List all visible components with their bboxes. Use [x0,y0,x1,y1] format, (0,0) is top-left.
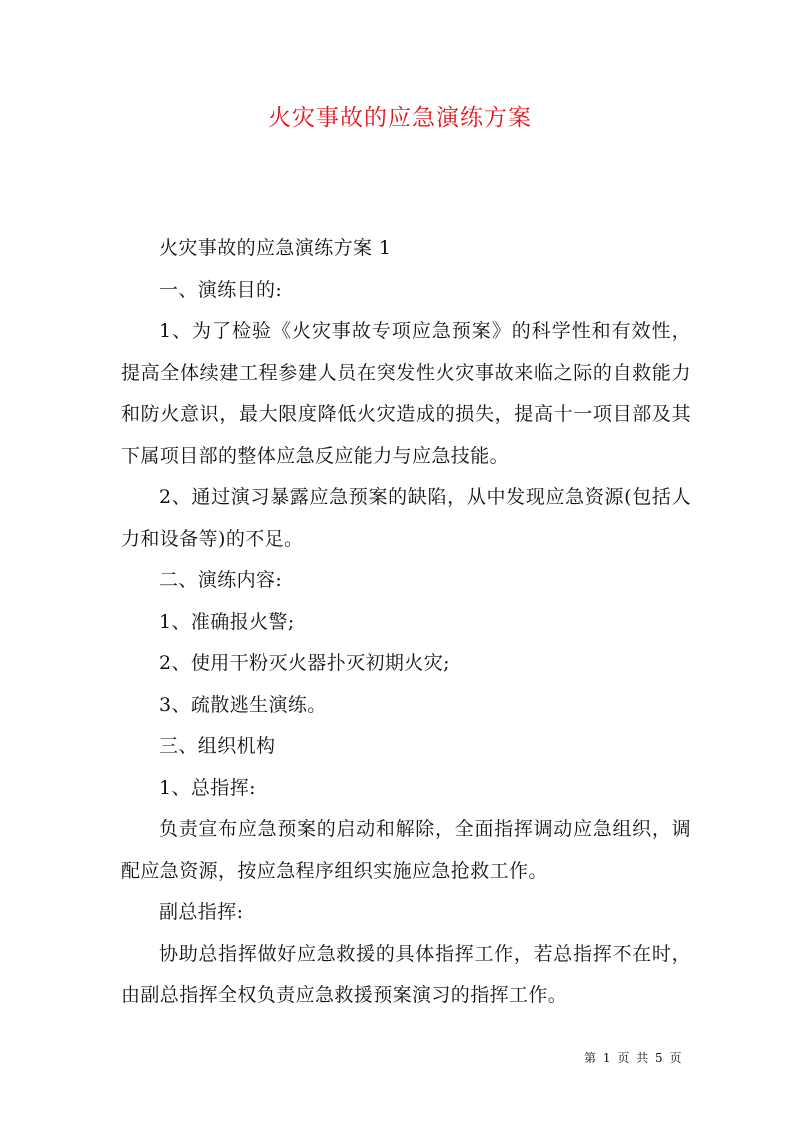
section-heading-content: 二、演练内容: [159,569,283,591]
subheading-deputy-commander: 副总指挥: [159,901,244,923]
list-item-extinguisher: 2、使用干粉灭火器扑灭初期火灾; [159,652,450,674]
subheading-commander: 1、总指挥: [159,776,256,799]
paragraph-purpose-1: 1、为了检验《火灾事故专项应急预案》的科学性和有效性，提高全体续建工程参建人员在突发性火灾事故来临之际的自救能力和防火意识，最大限度降低火灾造成的损失，提高十一项目部及其下属项目部的整体应急反应能力与应急技能。 [121,320,691,467]
document-body [121,228,691,1017]
document-title: 火灾事故的应急演练方案 [268,105,532,131]
paragraph-subtitle: 火灾事故的应急演练方案 1 [159,237,392,259]
footer-label-page: 第 [584,1051,597,1065]
footer-label-page-unit: 页 [617,1051,630,1065]
paragraph-purpose-2: 2、通过演习暴露应急预案的缺陷，从中发现应急资源(包括人力和设备等)的不足。 [121,486,691,550]
paragraph-commander: 负责宣布应急预案的启动和解除，全面指挥调动应急组织，调配应急资源，按应急程序组织实施应急抢救工作。 [121,818,691,882]
section-heading-purpose: 一、演练目的: [159,278,283,301]
footer-total-pages: 5 [655,1051,663,1065]
footer-label-total: 共 [636,1051,649,1065]
footer-current-page: 1 [602,1051,611,1065]
page-number-footer [584,1050,684,1066]
footer-label-total-unit: 页 [669,1051,682,1065]
section-heading-organization: 三、组织机构 [159,735,276,757]
list-item-evacuation: 3、疏散逃生演练。 [159,693,327,716]
paragraph-deputy-commander: 协助总指挥做好应急救援的具体指挥工作，若总指挥不在时，由副总指挥全权负责应急救援预案演习的指挥工作。 [121,942,691,1006]
list-item-fire-alarm: 1、准确报火警; [159,610,295,633]
